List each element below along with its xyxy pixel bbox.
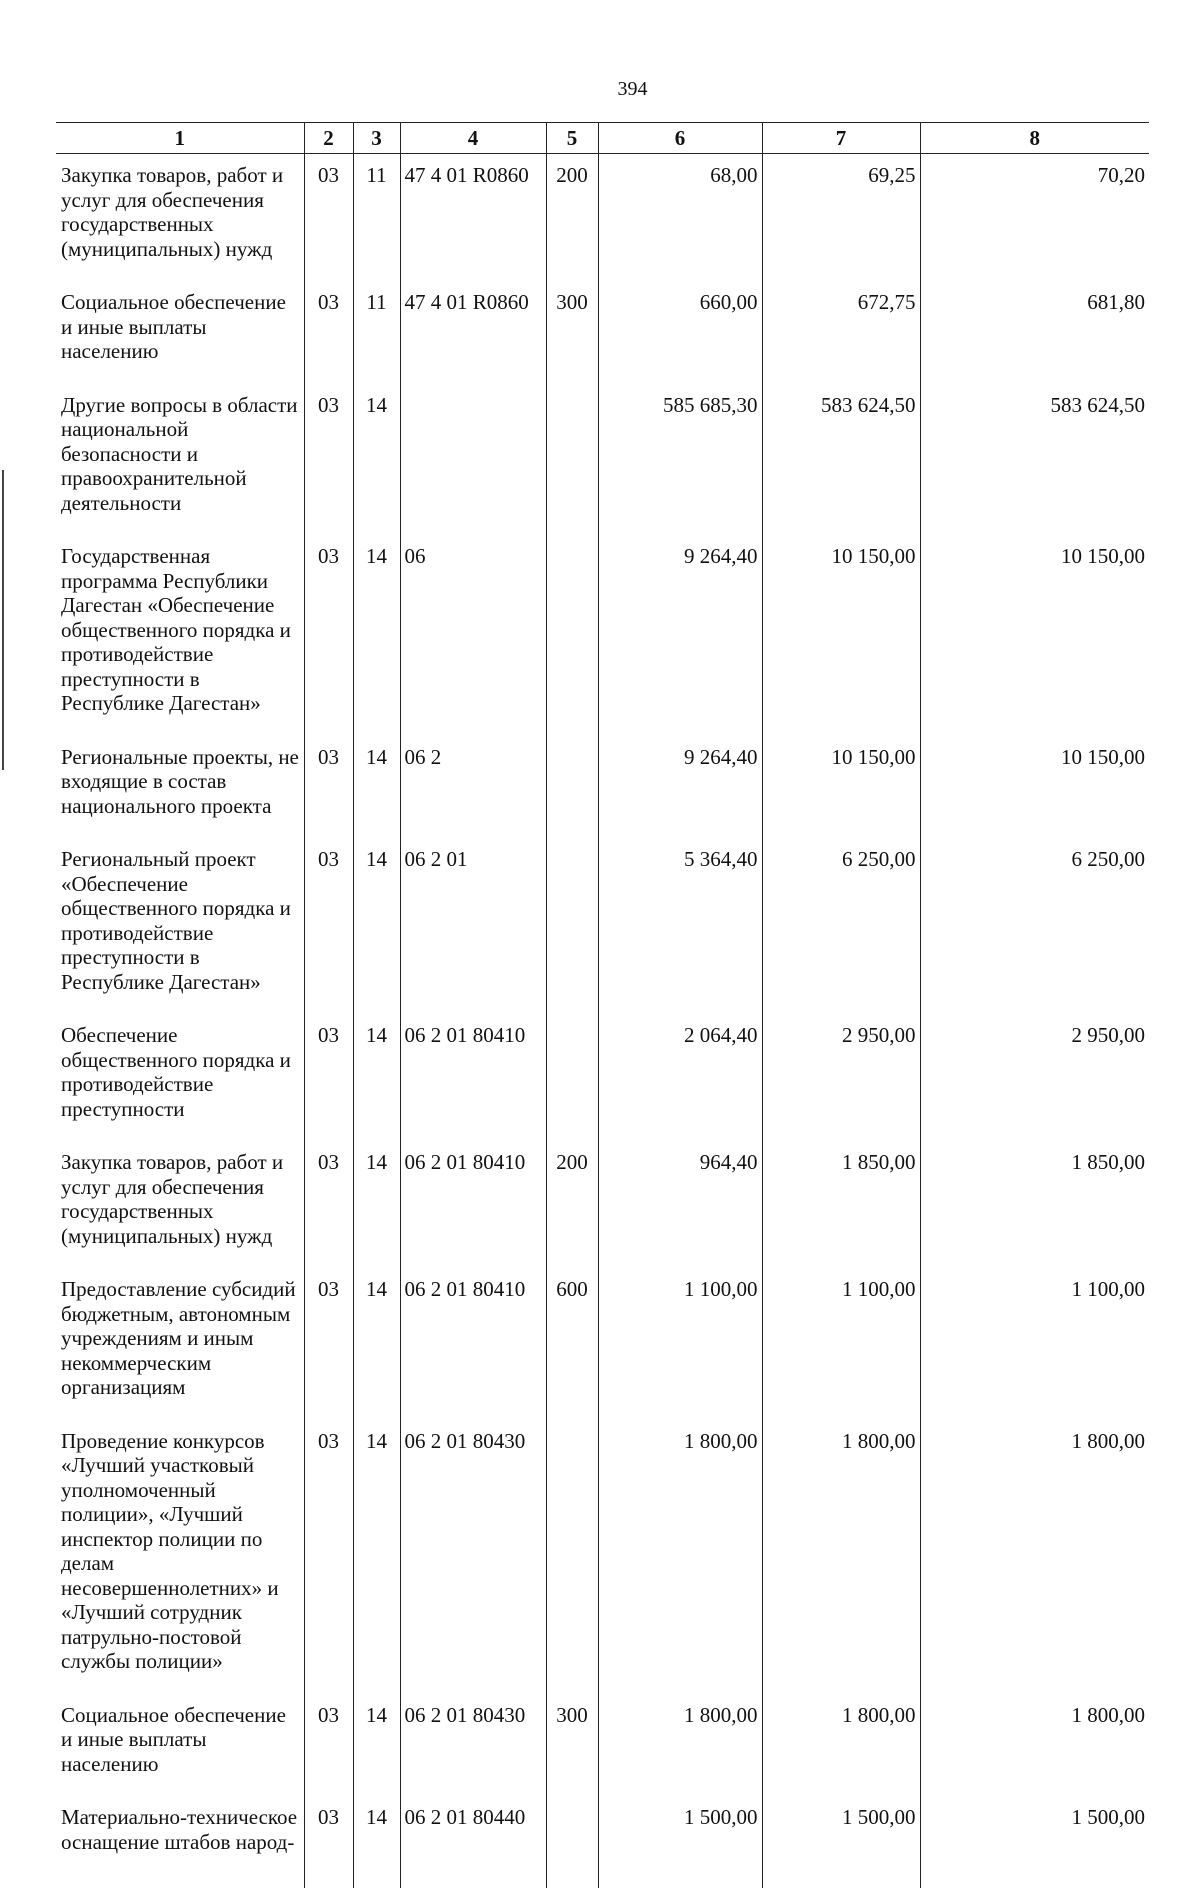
table-row: [56, 1268, 1149, 1420]
row-value-8: 1 800,00: [920, 1420, 1149, 1694]
column-header: 3: [353, 123, 400, 154]
row-target-code: 06 2 01 80440: [400, 1796, 546, 1888]
table-row: [56, 535, 1149, 736]
row-section: 03: [304, 1141, 353, 1268]
column-header: 7: [762, 123, 920, 154]
row-section: 03: [304, 1420, 353, 1694]
row-name: Обеспечение общественного порядка и противодействие преступности: [61, 1023, 291, 1121]
row-target-code: 06: [400, 535, 546, 736]
row-target-code: [400, 384, 546, 536]
row-value-6: 964,40: [598, 1141, 762, 1268]
row-value-8: 1 850,00: [920, 1141, 1149, 1268]
row-target-code: 47 4 01 R0860: [400, 154, 546, 282]
row-value-8: 6 250,00: [920, 838, 1149, 1014]
table-row: [56, 1420, 1149, 1694]
row-subsection: 14: [353, 1268, 400, 1420]
row-value-7: 583 624,50: [762, 384, 920, 536]
row-subsection: 14: [353, 384, 400, 536]
row-value-6: 1 100,00: [598, 1268, 762, 1420]
row-target-code: 06 2 01 80430: [400, 1694, 546, 1797]
row-value-8: 1 500,00: [920, 1796, 1149, 1888]
row-subsection: 14: [353, 1014, 400, 1141]
row-name: Социальное обеспечение и иные выплаты населению: [61, 1702, 286, 1776]
row-name: Закупка товаров, работ и услуг для обеспечения государственных (муниципальных) нужд: [61, 163, 284, 261]
page-number: 394: [617, 78, 648, 100]
row-value-8: 10 150,00: [920, 535, 1149, 736]
table-row: [56, 1694, 1149, 1797]
table-row: [56, 1796, 1149, 1888]
row-value-8: 681,80: [920, 281, 1149, 384]
row-section: 03: [304, 535, 353, 736]
row-subsection: 14: [353, 1796, 400, 1888]
row-value-8: 70,20: [920, 154, 1149, 282]
row-subsection: 11: [353, 281, 400, 384]
table-header-row: [56, 123, 1149, 154]
row-subsection: 11: [353, 154, 400, 282]
row-target-code: 06 2 01: [400, 838, 546, 1014]
row-name: Государственная программа Республики Дагестан «Обеспечение общественного порядка и противодействие преступности в Республике Дагестан»: [61, 544, 291, 715]
row-section: 03: [304, 1268, 353, 1420]
column-header: 6: [598, 123, 762, 154]
table-row: [56, 384, 1149, 536]
row-section: 03: [304, 1796, 353, 1888]
row-value-7: 2 950,00: [762, 1014, 920, 1141]
row-subsection: 14: [353, 736, 400, 839]
column-header: 5: [546, 123, 598, 154]
row-value-6: 660,00: [598, 281, 762, 384]
row-expense-type: [546, 736, 598, 839]
row-value-7: 1 100,00: [762, 1268, 920, 1420]
row-name: Проведение конкурсов «Лучший участковый уполномоченный полиции», «Лучший инспектор полиции по делам несовершеннолетних» и «Лучший сотрудник патрульно-постовой службы полиции»: [61, 1428, 279, 1673]
row-expense-type: 300: [546, 1694, 598, 1797]
column-header: 8: [920, 123, 1149, 154]
row-value-7: 1 850,00: [762, 1141, 920, 1268]
row-value-7: 69,25: [762, 154, 920, 282]
row-target-code: 06 2 01 80410: [400, 1141, 546, 1268]
row-value-6: 9 264,40: [598, 535, 762, 736]
row-expense-type: [546, 535, 598, 736]
table-row: [56, 1141, 1149, 1268]
row-value-7: 1 800,00: [762, 1694, 920, 1797]
row-value-8: 1 100,00: [920, 1268, 1149, 1420]
row-name: Материально-техническое оснащение штабов народ-: [61, 1805, 298, 1854]
row-name: Закупка товаров, работ и услуг для обеспечения государственных (муниципальных) нужд: [61, 1150, 284, 1248]
row-expense-type: [546, 1420, 598, 1694]
row-target-code: 06 2: [400, 736, 546, 839]
row-section: 03: [304, 1694, 353, 1797]
row-target-code: 06 2 01 80410: [400, 1014, 546, 1141]
column-header: 1: [56, 123, 304, 154]
row-expense-type: 600: [546, 1268, 598, 1420]
row-value-6: 1 800,00: [598, 1694, 762, 1797]
row-target-code: 06 2 01 80410: [400, 1268, 546, 1420]
row-value-6: 5 364,40: [598, 838, 762, 1014]
column-header: 4: [400, 123, 546, 154]
row-expense-type: 300: [546, 281, 598, 384]
row-target-code: 06 2 01 80430: [400, 1420, 546, 1694]
row-value-8: 2 950,00: [920, 1014, 1149, 1141]
row-value-7: 1 800,00: [762, 1420, 920, 1694]
row-value-6: 2 064,40: [598, 1014, 762, 1141]
row-value-6: 9 264,40: [598, 736, 762, 839]
row-subsection: 14: [353, 1420, 400, 1694]
margin-mark: [2, 470, 4, 770]
column-header: 2: [304, 123, 353, 154]
row-value-6: 1 500,00: [598, 1796, 762, 1888]
row-value-8: 583 624,50: [920, 384, 1149, 536]
row-value-8: 1 800,00: [920, 1694, 1149, 1797]
row-name: Социальное обеспечение и иные выплаты населению: [61, 290, 286, 363]
row-value-7: 1 500,00: [762, 1796, 920, 1888]
table-row: [56, 281, 1149, 384]
table-row: [56, 1014, 1149, 1141]
row-value-7: 6 250,00: [762, 838, 920, 1014]
row-value-7: 672,75: [762, 281, 920, 384]
row-section: 03: [304, 1014, 353, 1141]
table-row: [56, 736, 1149, 839]
row-section: 03: [304, 838, 353, 1014]
row-expense-type: [546, 384, 598, 536]
row-subsection: 14: [353, 535, 400, 736]
row-name: Региональные проекты, не входящие в состав национального проекта: [61, 744, 299, 818]
row-value-7: 10 150,00: [762, 736, 920, 839]
row-target-code: 47 4 01 R0860: [400, 281, 546, 384]
budget-table: [56, 122, 1149, 1888]
row-value-7: 10 150,00: [762, 535, 920, 736]
row-value-6: 585 685,30: [598, 384, 762, 536]
row-value-6: 68,00: [598, 154, 762, 282]
row-section: 03: [304, 384, 353, 536]
row-section: 03: [304, 281, 353, 384]
row-name: Региональный проект «Обеспечение общественного порядка и противодействие преступности в Республике Дагестан»: [61, 847, 291, 994]
row-expense-type: [546, 1014, 598, 1141]
row-expense-type: [546, 838, 598, 1014]
row-section: 03: [304, 154, 353, 282]
row-value-8: 10 150,00: [920, 736, 1149, 839]
row-value-6: 1 800,00: [598, 1420, 762, 1694]
row-name: Предоставление субсидий бюджетным, автономным учреждениям и иным некоммерческим организациям: [61, 1277, 296, 1399]
row-section: 03: [304, 736, 353, 839]
row-subsection: 14: [353, 838, 400, 1014]
row-name: Другие вопросы в области национальной безопасности и правоохранительной деятельности: [61, 392, 298, 515]
row-subsection: 14: [353, 1141, 400, 1268]
row-expense-type: 200: [546, 154, 598, 282]
row-expense-type: 200: [546, 1141, 598, 1268]
row-expense-type: [546, 1796, 598, 1888]
table-row: [56, 154, 1149, 282]
row-subsection: 14: [353, 1694, 400, 1797]
table-row: [56, 838, 1149, 1014]
